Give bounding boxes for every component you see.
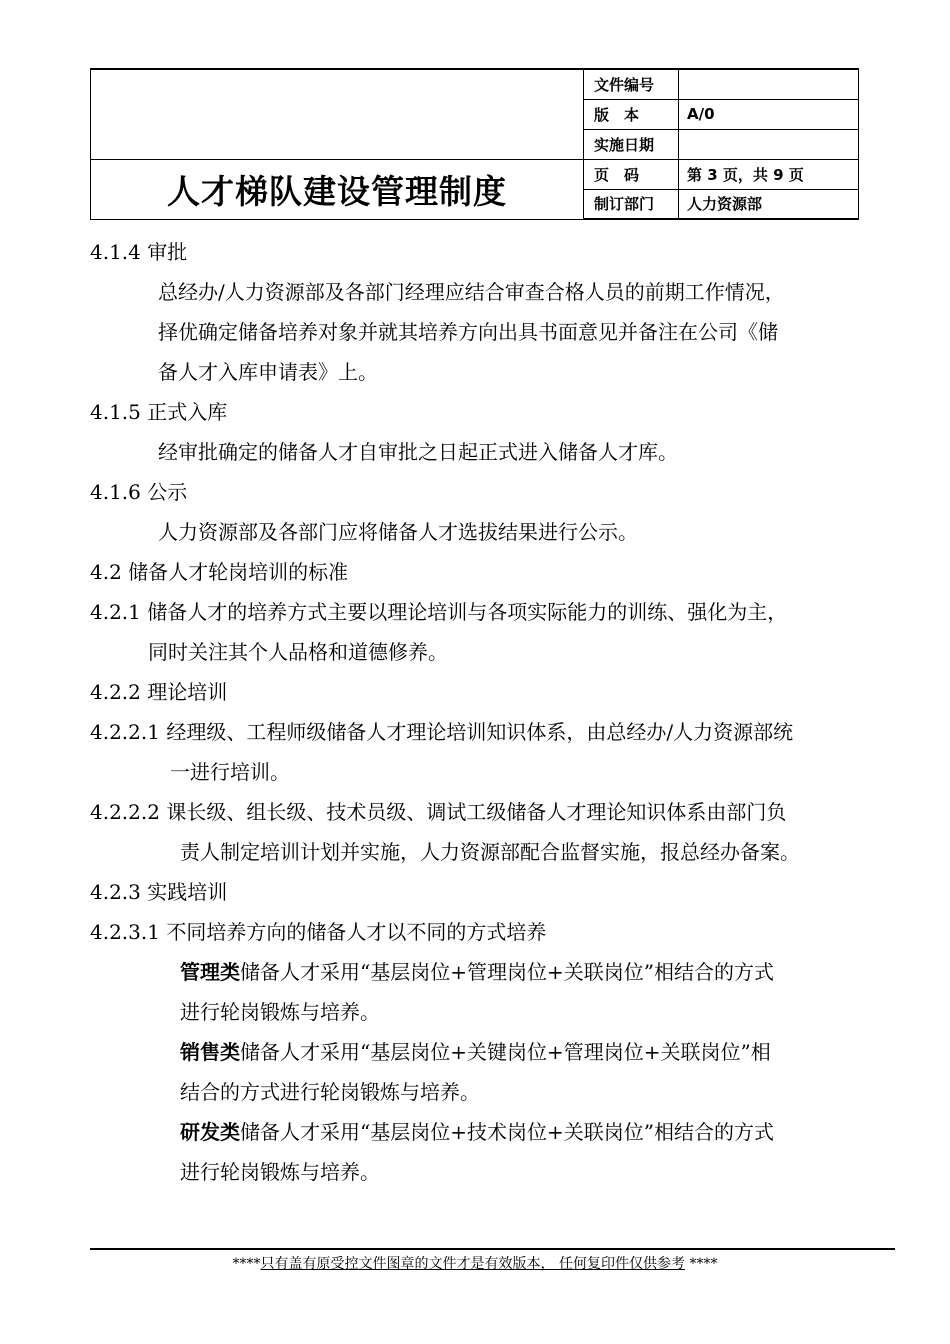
paragraph-line: 备人才入库申请表》上。 xyxy=(158,360,378,384)
label-effective-date: 实施日期 xyxy=(584,129,679,159)
sales-track-line xyxy=(180,1032,771,1072)
label-version: 版 本 xyxy=(584,99,679,129)
section-4-2-3-heading: 4.2.3 实践培训 xyxy=(90,880,228,904)
value-department: 人力资源部 xyxy=(679,189,859,219)
management-track-line xyxy=(180,952,774,992)
document-header-table xyxy=(90,68,859,220)
value-version: A/0 xyxy=(679,99,859,129)
paragraph-line: 经审批确定的储备人才自审批之日起正式进入储备人才库。 xyxy=(158,440,678,464)
section-4-2-2-2-text: 4.2.2.2 课长级、组长级、技术员级、调试工级储备人才理论知识体系由部门负 xyxy=(90,800,787,824)
rd-track-label: 研发类 xyxy=(180,1120,240,1144)
rd-track-line xyxy=(180,1112,774,1152)
section-4-1-6-heading: 4.1.6 公示 xyxy=(90,480,188,504)
management-track-label: 管理类 xyxy=(180,960,240,984)
footer-text: 只有盖有原受控文件图章的文件才是有效版本， 任何复印件仅供参考 xyxy=(260,1256,685,1272)
section-4-2-3-1-heading: 4.2.3.1 不同培养方向的储备人才以不同的方式培养 xyxy=(90,920,547,944)
sales-track-text: 储备人才采用“基层岗位+关键岗位+管理岗位+关联岗位”相 xyxy=(240,1040,771,1064)
header-blank-cell xyxy=(91,69,584,159)
paragraph-line: 结合的方式进行轮岗锻炼与培养。 xyxy=(180,1080,480,1104)
section-4-1-4-heading: 4.1.4 审批 xyxy=(90,240,188,264)
value-doc-number xyxy=(679,69,859,99)
paragraph-line: 同时关注其个人品格和道德修养。 xyxy=(148,640,448,664)
label-page-number: 页 码 xyxy=(584,159,679,189)
label-doc-number: 文件编号 xyxy=(584,69,679,99)
paragraph-line: 一进行培训。 xyxy=(170,760,290,784)
sales-track-label: 销售类 xyxy=(180,1040,240,1064)
value-effective-date xyxy=(679,129,859,159)
document-title: 人才梯队建设管理制度 xyxy=(91,159,584,219)
footer-divider xyxy=(90,1248,895,1250)
section-4-2-1-text: 4.2.1 储备人才的培养方式主要以理论培训与各项实际能力的训练、强化为主， xyxy=(90,600,788,624)
paragraph-line: 择优确定储备培养对象并就其培养方向出具书面意见并备注在公司《储 xyxy=(158,320,778,344)
section-4-2-heading: 4.2 储备人才轮岗培训的标准 xyxy=(90,560,349,584)
section-4-2-2-heading: 4.2.2 理论培训 xyxy=(90,680,228,704)
paragraph-line: 进行轮岗锻炼与培养。 xyxy=(180,1160,380,1184)
paragraph-line: 进行轮岗锻炼与培养。 xyxy=(180,1000,380,1024)
section-4-1-5-heading: 4.1.5 正式入库 xyxy=(90,400,228,424)
footer-prefix: **** xyxy=(232,1256,261,1272)
paragraph-line: 人力资源部及各部门应将储备人才选拔结果进行公示。 xyxy=(158,520,638,544)
section-4-2-2-1-text: 4.2.2.1 经理级、工程师级储备人才理论培训知识体系，由总经办/人力资源部统 xyxy=(90,720,794,744)
value-page-number: 第 3 页，共 9 页 xyxy=(679,159,859,189)
footer-suffix: **** xyxy=(685,1256,718,1272)
rd-track-text: 储备人才采用“基层岗位+技术岗位+关联岗位”相结合的方式 xyxy=(240,1120,774,1144)
paragraph-line: 总经办/人力资源部及各部门经理应结合审查合格人员的前期工作情况， xyxy=(158,280,785,304)
management-track-text: 储备人才采用“基层岗位+管理岗位+关联岗位”相结合的方式 xyxy=(240,960,774,984)
label-department: 制订部门 xyxy=(584,189,679,219)
paragraph-line: 责人制定培训计划并实施，人力资源部配合监督实施，报总经办备案。 xyxy=(180,840,800,864)
footer-notice xyxy=(0,1254,950,1274)
